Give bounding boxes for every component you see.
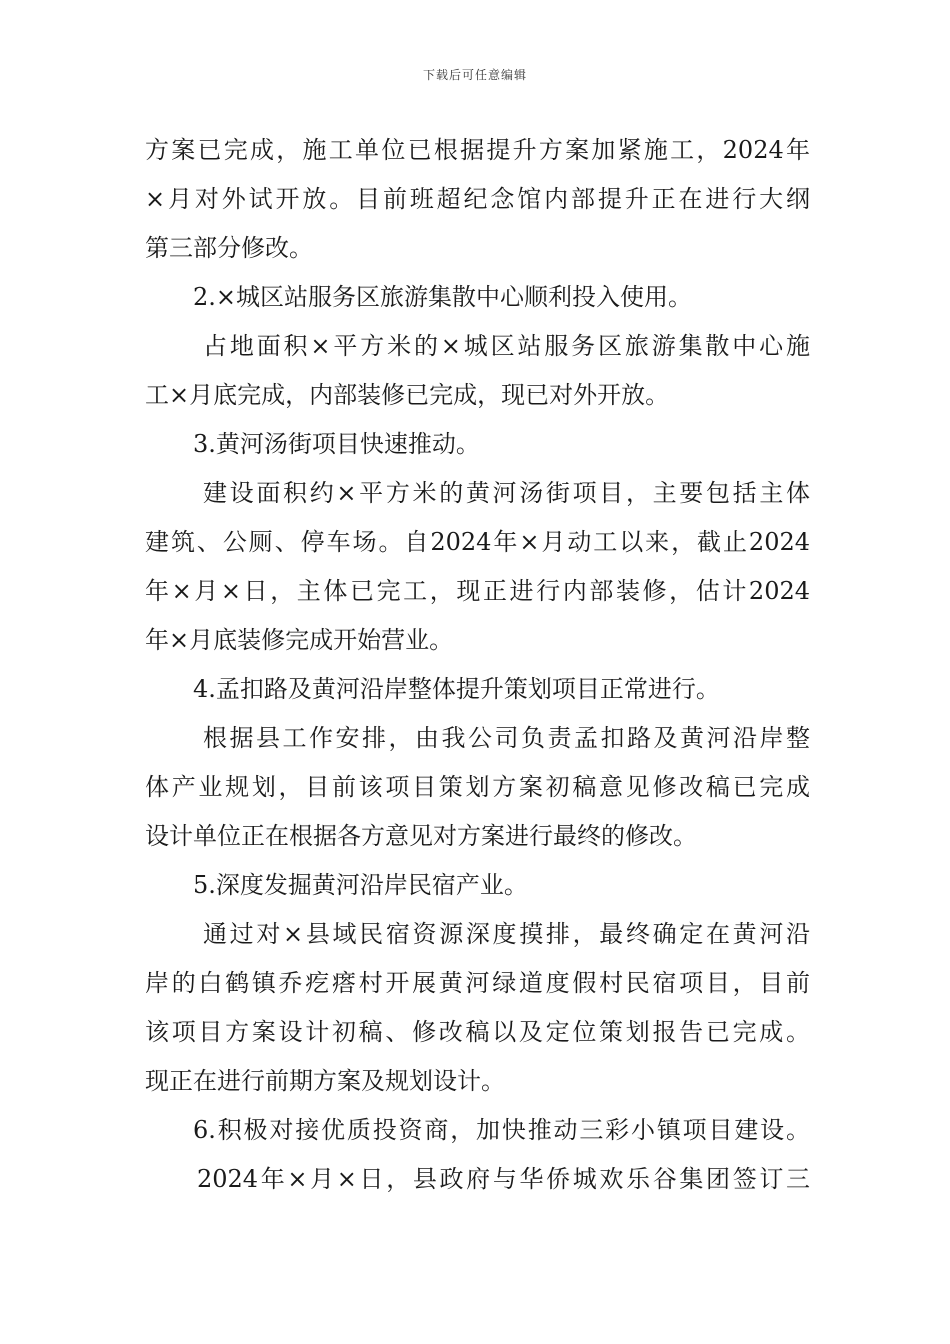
text-line: 第三部分修改。: [145, 234, 313, 262]
text-line: 该项目方案设计初稿、修改稿以及定位策划报告已完成。: [145, 1018, 810, 1046]
section-heading: 4.孟扣路及黄河沿岸整体提升策划项目正常进行。: [193, 675, 720, 703]
page-header-note: 下载后可任意编辑: [422, 68, 527, 82]
text-line: 方案已完成，施工单位已根据提升方案加紧施工，2024年: [145, 136, 810, 164]
text-line: 根据县工作安排，由我公司负责孟扣路及黄河沿岸整: [203, 724, 810, 752]
text-line: 通过对×县域民宿资源深度摸排，最终确定在黄河沿: [203, 920, 810, 948]
text-line: 设计单位正在根据各方意见对方案进行最终的修改。: [145, 822, 697, 850]
text-line: 现正在进行前期方案及规划设计。: [145, 1067, 505, 1095]
section-heading: 3.黄河汤街项目快速推动。: [193, 430, 480, 458]
text-line: 2024年×月×日，县政府与华侨城欢乐谷集团签订三: [197, 1165, 810, 1193]
text-line: 年×月×日，主体已完工，现正进行内部装修，估计2024: [145, 577, 810, 605]
text-line: 占地面积×平方米的×城区站服务区旅游集散中心施: [203, 332, 810, 360]
text-line: 年×月底装修完成开始营业。: [145, 626, 454, 654]
text-line: 建筑、公厕、停车场。自2024年×月动工以来，截止2024: [145, 528, 810, 556]
text-line: 岸的白鹤镇乔疙瘩村开展黄河绿道度假村民宿项目，目前: [145, 969, 810, 997]
text-line: 体产业规划，目前该项目策划方案初稿意见修改稿已完成: [145, 773, 810, 801]
text-line: 建设面积约×平方米的黄河汤街项目，主要包括主体: [203, 479, 810, 507]
section-heading: 6.积极对接优质投资商，加快推动三彩小镇项目建设。: [193, 1116, 810, 1144]
text-line: ×月对外试开放。目前班超纪念馆内部提升正在进行大纲: [145, 185, 810, 213]
document-body: [145, 126, 810, 1204]
text-line: 工×月底完成，内部装修已完成，现已对外开放。: [145, 381, 670, 409]
section-heading: 2.×城区站服务区旅游集散中心顺利投入使用。: [193, 283, 693, 311]
section-heading: 5.深度发掘黄河沿岸民宿产业。: [193, 871, 528, 899]
